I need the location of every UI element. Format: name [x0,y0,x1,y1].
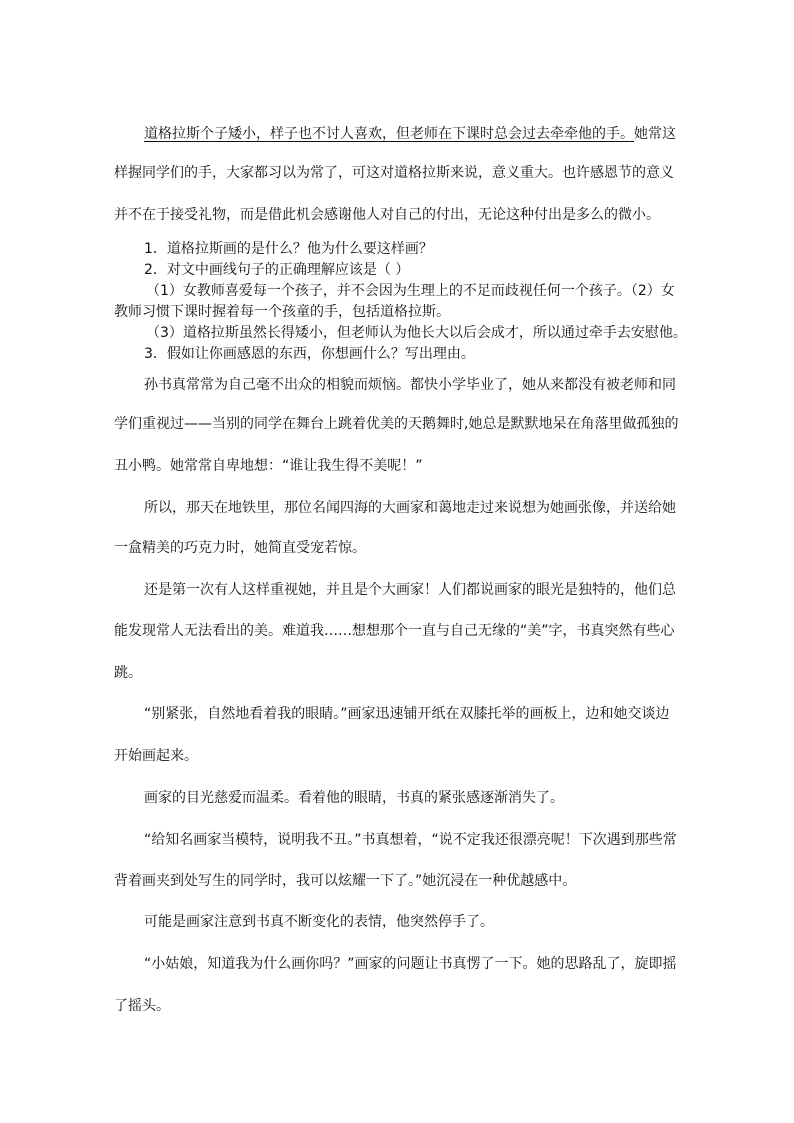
passage1-line1-rest: 她常这 [634,126,676,142]
passage2-p8-line1: “小姑娘，知道我为什么画你吗？”画家的问题让书真愣了一下。她的思路乱了，旋即摇 [144,956,677,972]
question-1: 1．道格拉斯画的是什么？他为什么要这样画？ [144,241,433,257]
question-2-option-1: （1）女教师喜爱每一个孩子，并不会因为生理上的不足而歧视任何一个孩子。（2）女 [146,283,675,299]
question-3: 3．假如让你画感恩的东西，你想画什么？写出理由。 [144,346,475,362]
underlined-sentence: 道格拉斯个子矮小，样子也不讨人喜欢，但老师在下课时总会过去牵牵他的手。 [144,126,634,142]
passage2-p6-line2: 背着画夹到处写生的同学时，我可以炫耀一下了。”她沉浸在一种优越感中。 [114,873,577,889]
question-2-option-3: （3）道格拉斯虽然长得矮小，但老师认为他长大以后会成才，所以通过牵手去安慰他。 [146,325,687,341]
passage2-p3-line1: 还是第一次有人这样重视她，并且是个大画家！人们都说画家的眼光是独特的，他们总 [144,582,676,598]
passage1-line1 [114,124,704,145]
question-2: 2．对文中画线句子的正确理解应该是（ ） [144,262,410,278]
passage2-p6-line1: “给知名画家当模特，说明我不丑。”书真想着，“说不定我还很漂亮呢！下次遇到那些常 [144,832,677,848]
passage1-line2: 样握同学们的手，大家都习以为常了，可这对道格拉斯来说，意义重大。也许感恩节的意义 [114,165,674,181]
passage2-p1-line1: 孙书真常常为自己毫不出众的相貌而烦恼。都快小学毕业了，她从来都没有被老师和同 [144,377,676,393]
passage2-p8-line2: 了摇头。 [114,998,170,1014]
passage2-p4-line2: 开始画起来。 [114,748,198,764]
passage2-p7-line1: 可能是画家注意到书真不断变化的表情，他突然停手了。 [144,914,494,930]
passage2-p3-line3: 跳。 [114,665,142,681]
passage2-p2-line1: 所以，那天在地铁里，那位名闻四海的大画家和蔼地走过来说想为她画张像，并送给她 [144,500,676,516]
passage1-line3: 并不在于接受礼物，而是借此机会感谢他人对自己的付出，无论这种付出是多么的微小。 [114,207,660,223]
passage2-p1-line3: 丑小鸭。她常常自卑地想：“谁让我生得不美呢！” [114,458,423,474]
passage2-p5-line1: 画家的目光慈爱而温柔。看着他的眼睛，书真的紧张感逐渐消失了。 [144,790,564,806]
passage2-p4-line1: “别紧张，自然地看着我的眼睛。”画家迅速铺开纸在双膝托举的画板上，边和她交谈边 [144,706,670,722]
passage2-p2-line2: 一盒精美的巧克力时，她简直受宠若惊。 [114,540,366,556]
passage2-p3-line2: 能发现常人无法看出的美。难道我……想想那个一直与自己无缘的“美”字，书真突然有些心 [114,623,675,639]
question-2-option-1-cont: 教师习惯下课时握着每一个孩童的手，包括道格拉斯。 [114,304,450,320]
passage2-p1-line2: 学们重视过——当别的同学在舞台上跳着优美的天鹅舞时,她总是默默地呆在角落里做孤独的 [114,416,679,432]
